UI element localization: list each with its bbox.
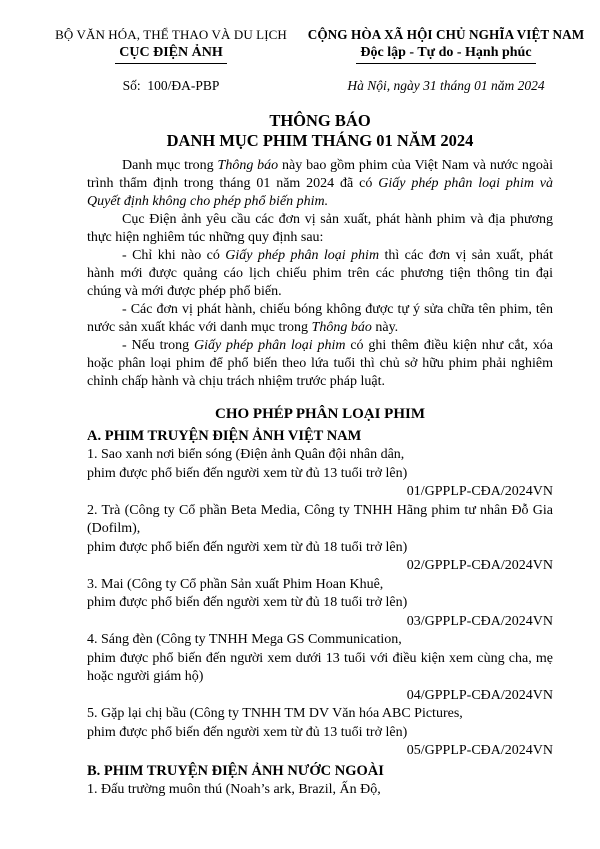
permit-section-heading: CHO PHÉP PHÂN LOẠI PHIM: [215, 406, 425, 422]
text-run-italic: Thông báo: [217, 158, 279, 173]
film-title-line: 2. Trà (Công ty Cổ phần Beta Media, Công ty TNHH Hãng phim tư nhân Đỗ Gia (Dofilm),: [87, 502, 553, 536]
text-run: - Nếu trong: [122, 338, 194, 353]
text-run: này.: [371, 320, 399, 335]
film-license-code: 04/GPPLP-CĐA/2024VN: [406, 687, 553, 703]
document-number: Số: 100/ĐA-PBP: [122, 78, 220, 93]
film-license-code: 05/GPPLP-CĐA/2024VN: [406, 743, 553, 758]
film-entry-foreign-1: [87, 781, 553, 800]
doc-type-title: THÔNG BÁO: [269, 111, 371, 130]
text-run-italic: Thông báo: [311, 320, 372, 335]
rule-item-2: [87, 301, 553, 337]
film-title-line: 1. Sao xanh nơi biển sóng (Điện ảnh Quân đội nhân dân,: [87, 447, 405, 462]
film-rating-line: phim được phổ biến đến người xem từ đủ 18 tuổi trở lên): [87, 539, 408, 555]
text-run-italic: Giấy phép phân loại phim: [194, 338, 346, 353]
text-run: có ghi thêm điều kiện như cắt, xóa hoặc phân loại phim để phổ biến theo lứa tuổi thì chủ sở hữu phim phải nghiêm chỉnh chấp hành và chịu trách nhiệm trước pháp luật.: [87, 338, 553, 389]
film-title-line: 5. Gặp lại chị bầu (Công ty TNHH TM DV Văn hóa ABC Pictures,: [87, 706, 463, 721]
film-rating-line: phim được phổ biến đến người xem từ đủ 13 tuổi trở lên): [87, 724, 408, 740]
doc-subject-title: DANH MỤC PHIM THÁNG 01 NĂM 2024: [166, 131, 474, 150]
text-run: Danh mục trong: [122, 158, 218, 173]
film-rating-line: phim được phổ biến đến người xem từ đủ 13 tuổi trở lên): [87, 465, 408, 481]
rule-item-3: [87, 337, 553, 391]
film-license-code: 02/GPPLP-CĐA/2024VN: [406, 558, 553, 573]
national-header-block: [302, 26, 590, 94]
film-rating-line: phim được phổ biến đến người xem từ đủ 18 tuổi trở lên): [87, 595, 408, 610]
text-run: thì các đơn vị sản xuất, phát hành mới được quảng cáo lịch chiếu phim trên các phương tiện thông tin đại chúng và mới được phép phổ biến.: [87, 248, 553, 299]
intro-paragraph-2: Cục Điện ảnh yêu cầu các đơn vị sản xuất, phát hành phim và địa phương thực hiện nghiêm túc những quy định sau:: [87, 212, 553, 245]
text-run-italic: Giấy phép phân loại phim: [225, 248, 380, 263]
national-motto: Độc lập - Tự do - Hạnh phúc: [356, 44, 535, 64]
film-entry-vn-1: [87, 446, 553, 502]
film-entry-vn-5: [87, 705, 553, 761]
film-license-code: 01/GPPLP-CĐA/2024VN: [406, 484, 553, 499]
document-title-block: [87, 111, 553, 151]
film-rating-line: phim được phổ biến đến người xem dưới 13 tuổi với điều kiện xem cùng cha, mẹ hoặc người giám hộ): [87, 650, 553, 684]
ministry-name: BỘ VĂN HÓA, THỂ THAO VÀ DU LỊCH: [55, 27, 287, 42]
document-header: [40, 26, 590, 94]
text-run: - Chỉ khi nào có: [122, 248, 226, 263]
rule-item-1: [87, 247, 553, 301]
text-run: - Các đơn vị phát hành, chiếu bóng không được tự ý sửa chữa tên phim, tên nước sản xuất khác với danh mục trong: [87, 302, 553, 335]
department-name: CỤC ĐIỆN ẢNH: [115, 44, 226, 64]
film-title-line: 4. Sáng đèn (Công ty TNHH Mega GS Communication,: [87, 632, 402, 647]
film-entry-vn-3: [87, 576, 553, 632]
section-a-heading: A. PHIM TRUYỆN ĐIỆN ẢNH VIỆT NAM: [87, 428, 362, 444]
film-title-line: 3. Mai (Công ty Cổ phần Sản xuất Phim Hoan Khuê,: [87, 576, 384, 592]
intro-paragraph-1: [87, 157, 553, 211]
film-entry-vn-2: [87, 502, 553, 576]
text-run: này bao gồm phim của Việt Nam và nước ngoài trình thẩm định trong tháng 01 năm 2024 đã có: [87, 158, 553, 191]
film-license-code: 03/GPPLP-CĐA/2024VN: [406, 613, 553, 629]
national-title: CỘNG HÒA XÃ HỘI CHỦ NGHĨA VIỆT NAM: [307, 27, 585, 42]
text-run-italic: Giấy phép phân loại phim và Quyết định không cho phép phổ biến phim.: [87, 176, 554, 209]
film-entry-vn-4: [87, 631, 553, 705]
document-body: [87, 157, 553, 799]
issuing-agency-block: [40, 26, 302, 94]
film-title-line: 1. Đấu trường muôn thú (Noah’s ark, Brazil, Ấn Độ,: [87, 781, 381, 797]
section-b-heading: B. PHIM TRUYỆN ĐIỆN ẢNH NƯỚC NGOÀI: [87, 762, 384, 779]
place-date-line: Hà Nội, ngày 31 tháng 01 năm 2024: [347, 78, 545, 93]
